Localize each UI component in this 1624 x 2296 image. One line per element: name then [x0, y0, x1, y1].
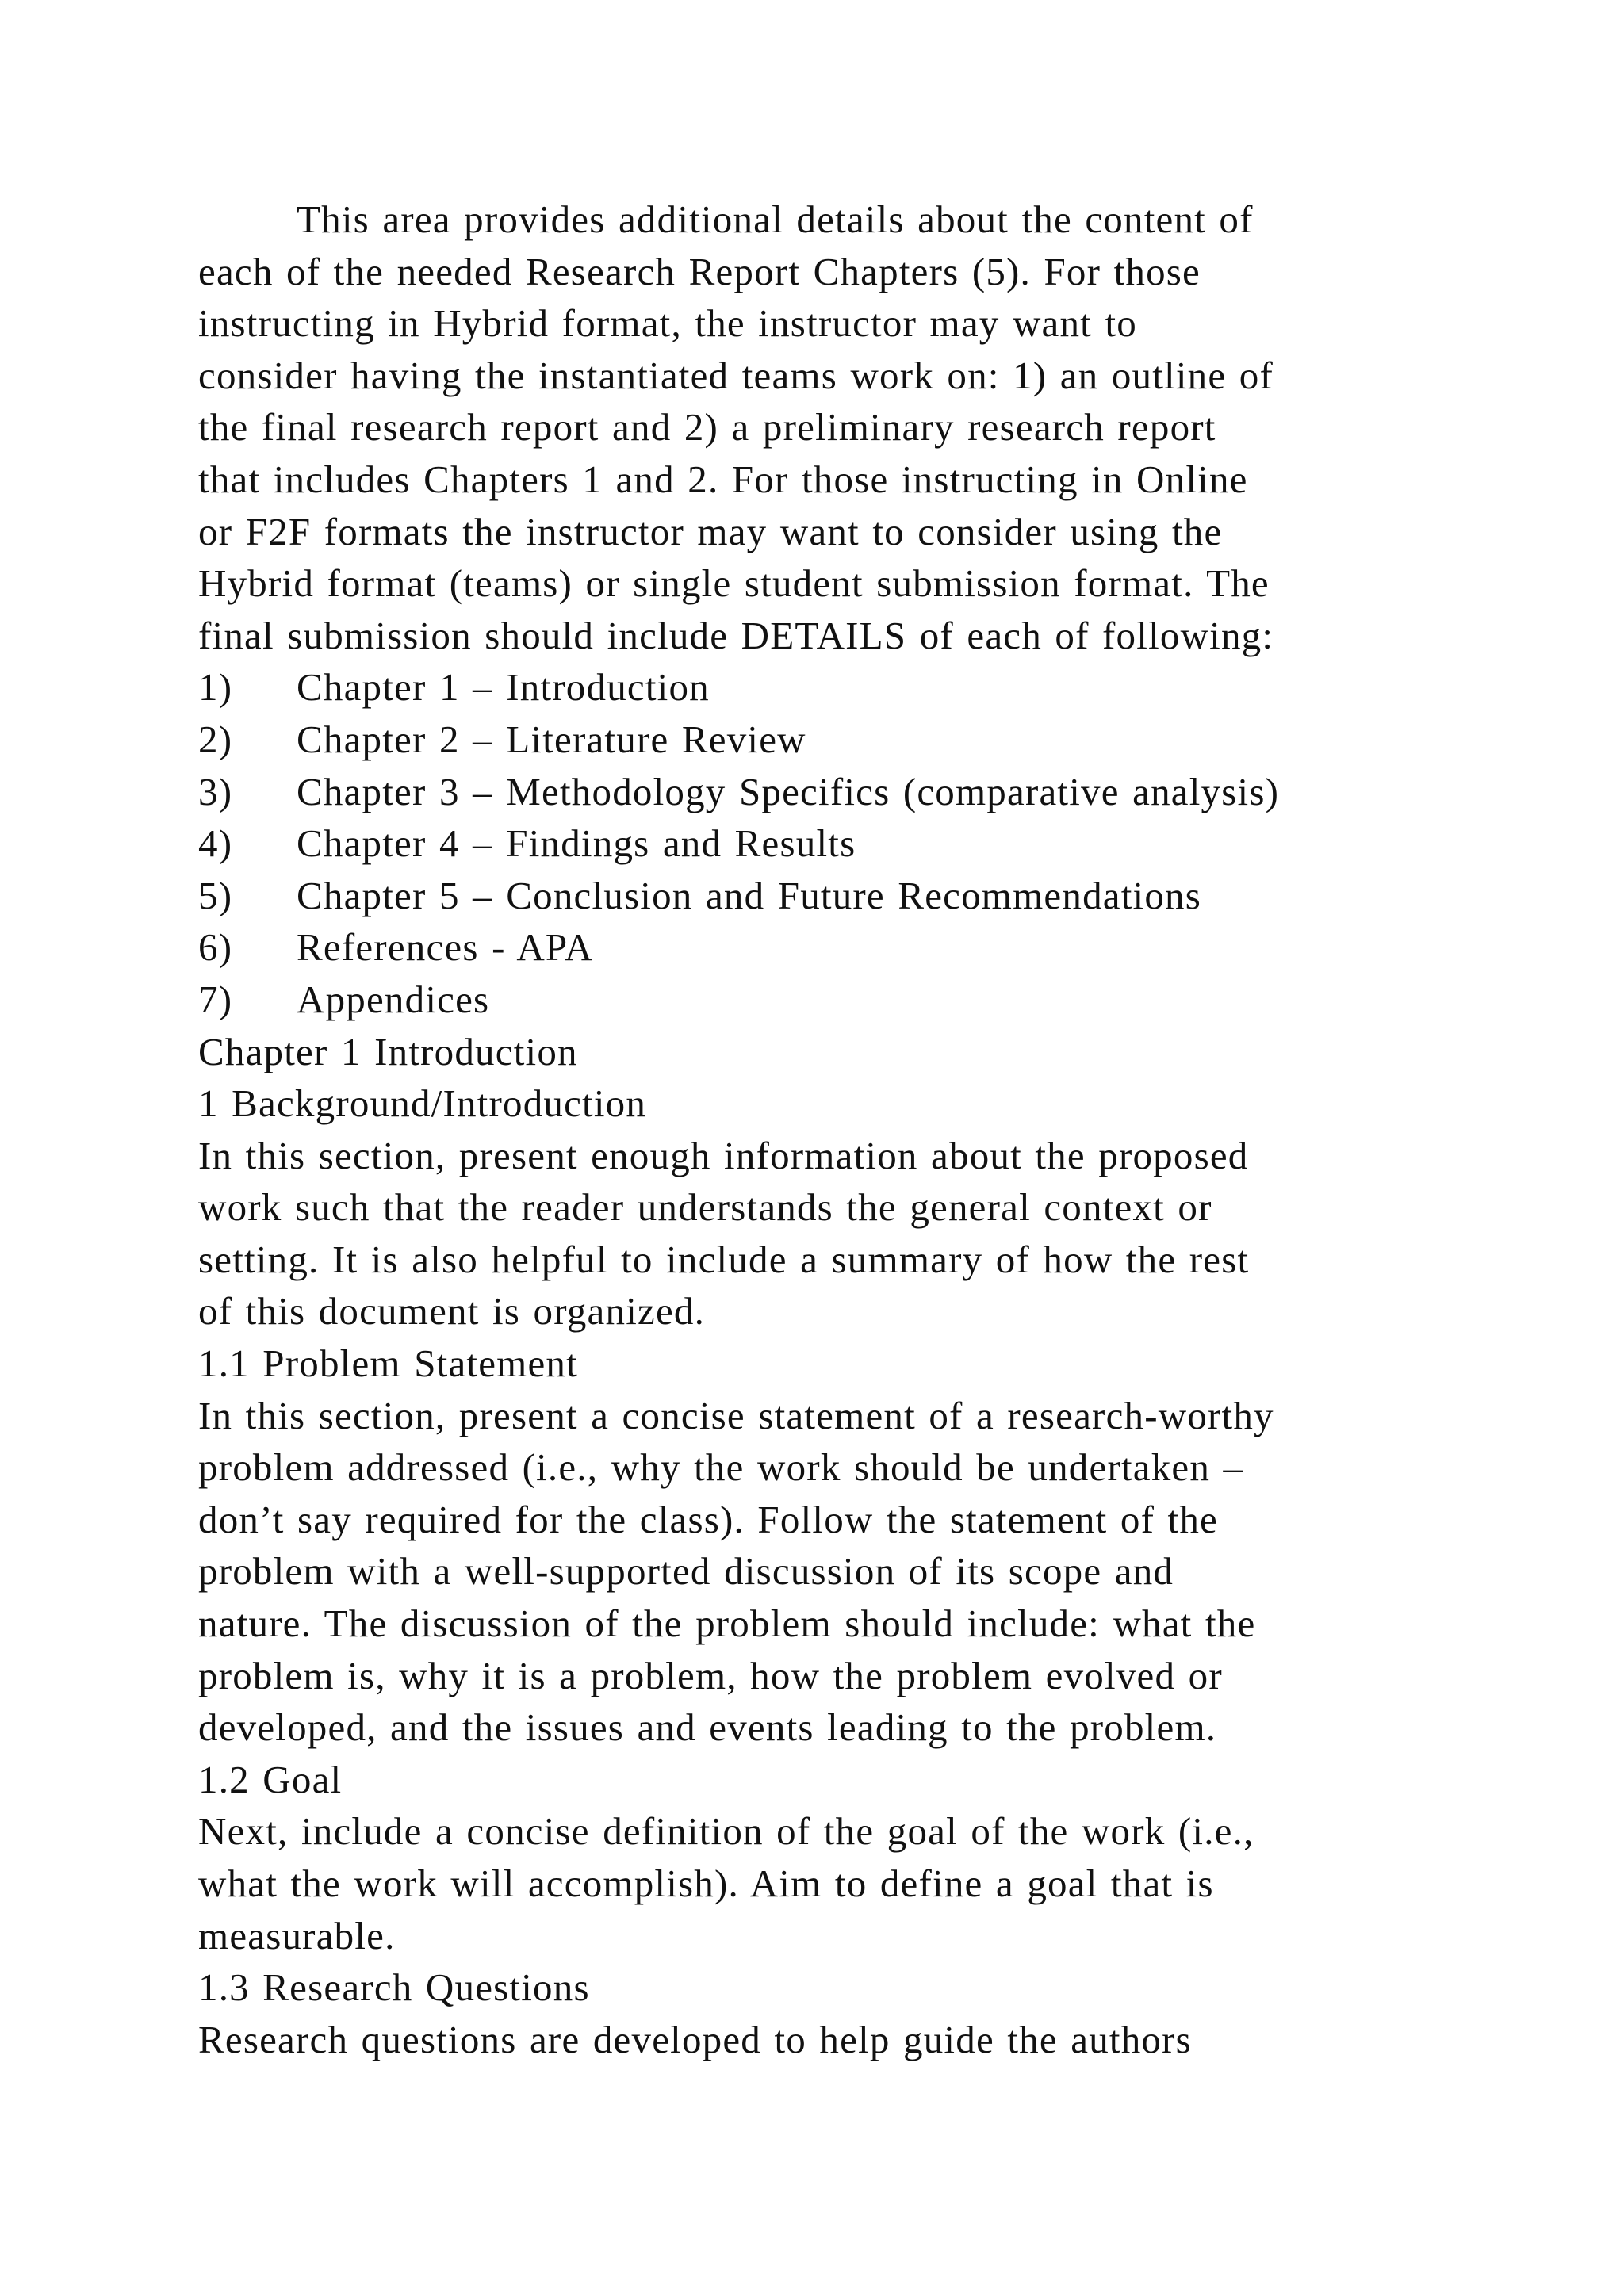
- paragraph-line: don’t say required for the class). Follow the statement of the: [198, 1497, 1218, 1541]
- chapter-heading: Chapter 1 Introduction: [198, 1029, 578, 1073]
- paragraph-line: setting. It is also helpful to include a summary of how the rest: [198, 1237, 1250, 1281]
- paragraph-line: nature. The discussion of the problem should include: what the: [198, 1601, 1256, 1646]
- paragraph-line: Next, include a concise definition of the goal of the work (i.e.,: [198, 1809, 1254, 1854]
- list-text: Chapter 2 – Literature Review: [297, 717, 806, 761]
- list-number: 7): [198, 977, 233, 1021]
- list-item: [198, 921, 1451, 974]
- paragraph-line: problem is, why it is a problem, how the problem evolved or: [198, 1653, 1223, 1697]
- paragraph-line: that includes Chapters 1 and 2. For those instructing in Online: [198, 457, 1248, 501]
- section-research-questions: [198, 1961, 1451, 2065]
- list-text: Appendices: [297, 977, 490, 1021]
- list-text: References - APA: [297, 925, 594, 970]
- paragraph-line: the final research report and 2) a preliminary research report: [198, 405, 1216, 450]
- paragraph-line: of this document is organized.: [198, 1289, 706, 1334]
- paragraph-line: work such that the reader understands the general context or: [198, 1185, 1212, 1230]
- paragraph-line: each of the needed Research Report Chapters (5). For those: [198, 249, 1201, 293]
- paragraph-line: what the work will accomplish). Aim to define a goal that is: [198, 1862, 1214, 1905]
- paragraph-line: This area provides additional details about the content of: [297, 197, 1254, 241]
- paragraph-line: problem with a well-supported discussion of its scope and: [198, 1549, 1174, 1594]
- section-heading: 1.1 Problem Statement: [198, 1341, 578, 1386]
- list-item: [198, 817, 1451, 870]
- section-background: [198, 1077, 1451, 1337]
- list-item: [198, 661, 1451, 714]
- list-item: [198, 714, 1451, 766]
- section-problem-statement: [198, 1337, 1451, 1754]
- list-number: 5): [198, 873, 233, 917]
- list-item: [198, 870, 1451, 922]
- intro-paragraph: [198, 193, 1451, 661]
- list-number: 2): [198, 717, 233, 761]
- list-text: Chapter 5 – Conclusion and Future Recommendations: [297, 873, 1202, 917]
- paragraph-line: final submission should include DETAILS of each of following:: [198, 613, 1274, 657]
- list-item: [198, 766, 1451, 818]
- paragraph-line: Hybrid format (teams) or single student submission format. The: [198, 561, 1270, 606]
- paragraph-line: consider having the instantiated teams work on: 1) an outline of: [198, 353, 1274, 397]
- list-number: 1): [198, 665, 233, 710]
- paragraph-line: measurable.: [198, 1913, 396, 1957]
- paragraph-line: Research questions are developed to help guide the authors: [198, 2017, 1192, 2061]
- list-item: [198, 974, 1451, 1026]
- section-heading: 1 Background/Introduction: [198, 1081, 647, 1126]
- submission-list: [198, 661, 1451, 1025]
- paragraph-line: instructing in Hybrid format, the instructor may want to: [198, 301, 1137, 346]
- list-text: Chapter 1 – Introduction: [297, 665, 710, 710]
- list-text: Chapter 4 – Findings and Results: [297, 821, 856, 866]
- list-text: Chapter 3 – Methodology Specifics (comparative analysis): [297, 769, 1280, 813]
- section-heading: 1.2 Goal: [198, 1757, 343, 1801]
- paragraph-line: or F2F formats the instructor may want to consider using the: [198, 509, 1223, 553]
- paragraph-line: problem addressed (i.e., why the work should be undertaken –: [198, 1445, 1244, 1490]
- section-goal: [198, 1754, 1451, 1961]
- document-page: [198, 193, 1451, 2065]
- paragraph-line: In this section, present enough information about the proposed: [198, 1133, 1249, 1177]
- paragraph-line: developed, and the issues and events leading to the problem.: [198, 1705, 1217, 1750]
- section-heading: 1.3 Research Questions: [198, 1965, 590, 2010]
- paragraph-line: In this section, present a concise statement of a research-worthy: [198, 1393, 1274, 1437]
- list-number: 3): [198, 769, 233, 813]
- list-number: 6): [198, 925, 233, 970]
- list-number: 4): [198, 821, 233, 866]
